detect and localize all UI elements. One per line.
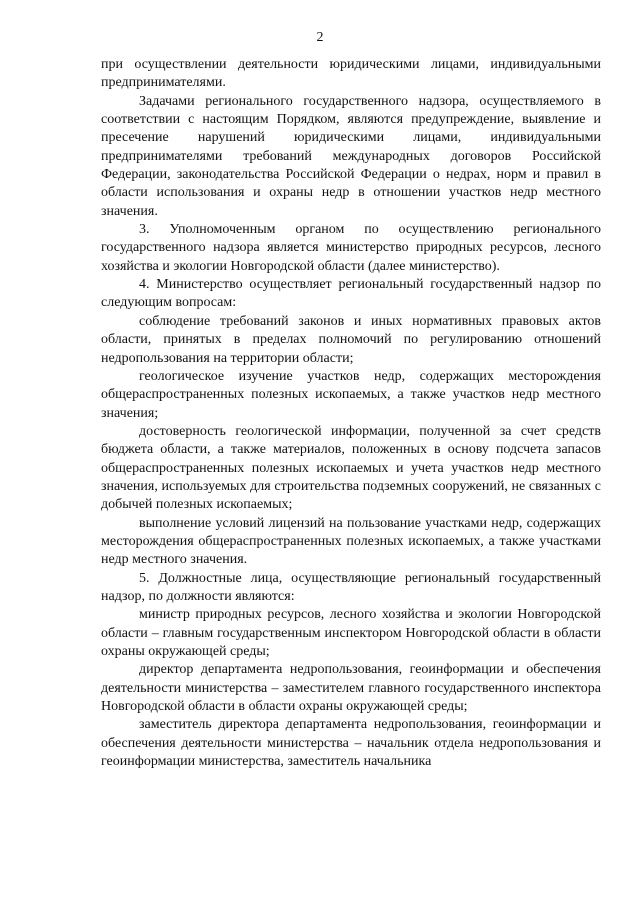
list-item-director: директор департамента недропользования, геоинформации и обеспечения деятельности министерства – заместителем главного государственного инспектора Новгородской области в области охраны окружающей среды;	[101, 662, 601, 715]
list-item-deputy-director: заместитель директора департамента недропользования, геоинформации и обеспечения деятельности министерства – начальник отдела недропользования и геоинформации министерства, заместитель начальника	[101, 717, 601, 770]
page-number: 2	[316, 30, 324, 45]
list-item-reliability: достоверность геологической информации, полученной за счет средств бюджета области, а также материалов, положенных в основу подсчета запасов общераспространенных полезных ископаемых и учета участков недр местного значения, используемых для строительства подземных сооружений, не связанных с добычей полезных ископаемых;	[101, 423, 601, 513]
list-item-license-conditions: выполнение условий лицензий на пользование участками недр, содержащих месторождения общераспространенных полезных ископаемых, а также участками недр местного значения.	[101, 515, 601, 568]
list-item-minister: министр природных ресурсов, лесного хозяйства и экологии Новгородской области – главным государственным инспектором Новгородской области в области охраны окружающей среды;	[101, 607, 601, 659]
list-item-compliance: соблюдение требований законов и иных нормативных правовых актов области, принятых в пределах полномочий по регулированию отношений недропользования на территории области;	[101, 313, 601, 366]
paragraph-continuation: при осуществлении деятельности юридическими лицами, индивидуальными предпринимателями.	[101, 57, 601, 91]
list-item-geological-study: геологическое изучение участков недр, содержащих месторождения общераспространенных полезных ископаемых, а также участков недр местного значения;	[101, 368, 601, 421]
document-body	[101, 56, 601, 771]
paragraph-3-authority: 3. Уполномоченным органом по осуществлению регионального государственного надзора является министерство природных ресурсов, лесного хозяйства и экологии Новгородской области (далее министерство).	[101, 222, 601, 274]
paragraph-5-officials: 5. Должностные лица, осуществляющие региональный государственный надзор, по должности являются:	[101, 570, 601, 604]
paragraph-tasks: Задачами регионального государственного надзора, осуществляемого в соответствии с настоящим Порядком, являются предупреждение, выявление и пресечение нарушений юридическими лицами, индивидуальными предпринимателями требований международных договоров Российской Федерации, законодательства Российской Федерации о недрах, норм и правил в области использования и охраны недр в отношении участков недр местного значения.	[101, 93, 601, 219]
paragraph-4-scope: 4. Министерство осуществляет региональный государственный надзор по следующим вопросам:	[101, 277, 601, 311]
